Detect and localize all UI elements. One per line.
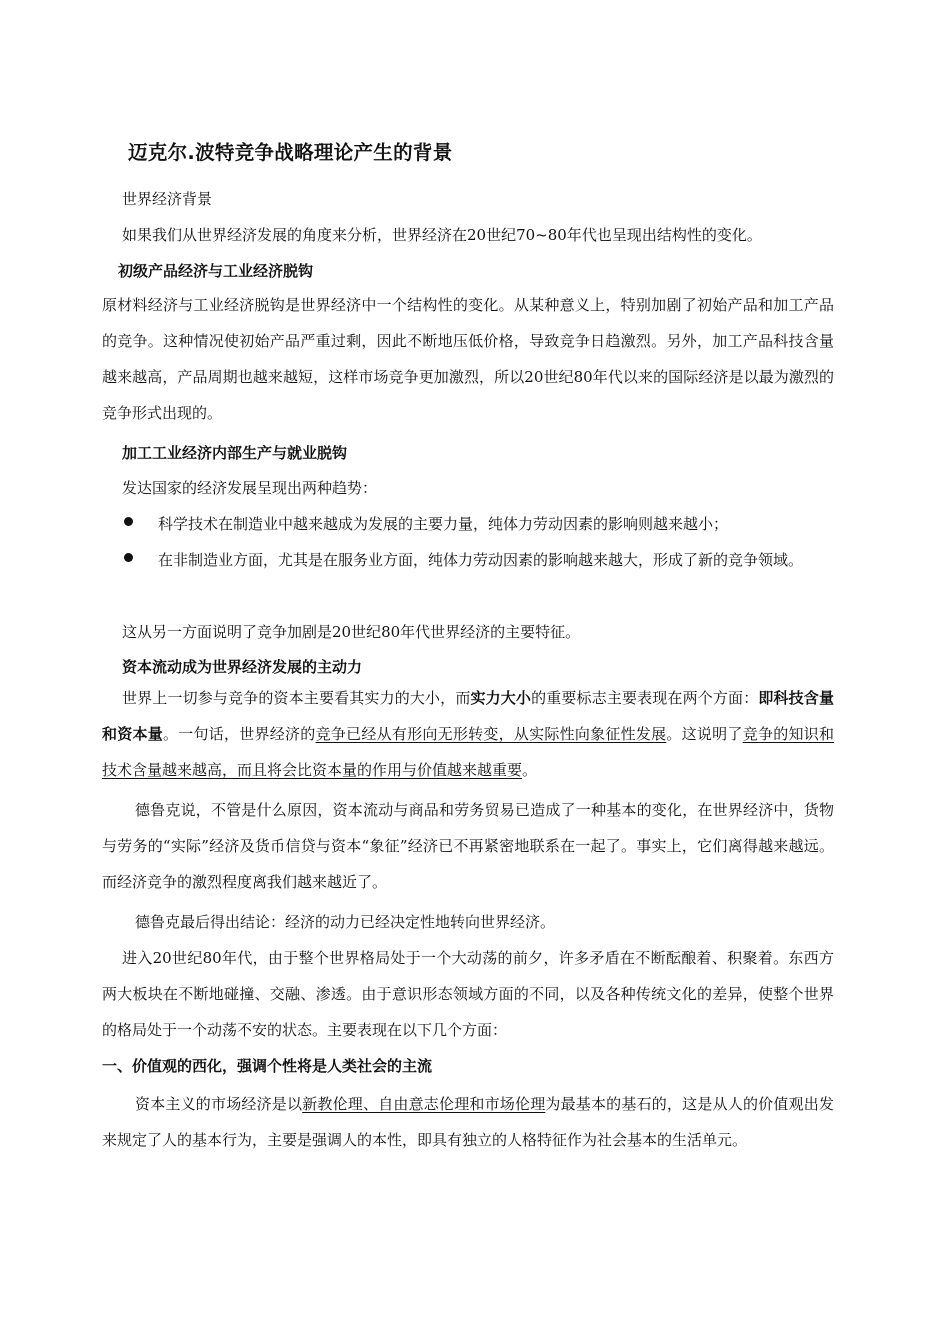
text-run: 。一句话，世界经济的 xyxy=(163,725,316,743)
bullet-icon xyxy=(124,517,133,526)
text-run: 资本主义的市场经济是以 xyxy=(135,1095,303,1113)
text-run: 为最基本的基石的，这是从人的价值观出发来规定了人的基本行为，主要是强调人的本性，即具有独立的人格特征作为社会基本的生活单元。 xyxy=(102,1095,834,1149)
paragraph-drucker-1: 德鲁克说，不管是什么原因，资本流动与商品和劳务贸易已造成了一种基本的变化，在世界经济中，货物与劳务的“实际”经济及货币信贷与资本“象征”经济已不再紧密地联系在一起了。事实上，它们离得越来越远。而经济竞争的激烈程度离我们越来越近了。 xyxy=(102,801,834,891)
bold-text: 实力大小 xyxy=(470,689,532,707)
heading-processing-industry: 加工工业经济内部生产与就业脱钩 xyxy=(122,444,348,462)
paragraph-drucker-2: 德鲁克最后得出结论：经济的动力已经决定性地转向世界经济。 xyxy=(135,913,556,931)
underlined-text: 新教伦理、自由意志伦理和市场伦理 xyxy=(302,1095,546,1113)
text-run: 。这说明了 xyxy=(666,725,743,743)
trends-conclusion: 这从另一方面说明了竞争加剧是20世纪80年代世界经济的主要特征。 xyxy=(122,623,581,641)
paragraph-values xyxy=(102,1086,834,1158)
paragraph-eighties: 进入20世纪80年代，由于整个世界格局处于一个大动荡的前夕，许多矛盾在不断酝酿着、积聚着。东西方两大板块在不断地碰撞、交融、渗透。由于意识形态领域方面的不同，以及各种传统文化的差异，使整个世界的格局处于一个动荡不安的状态。主要表现在以下几个方面： xyxy=(102,949,834,1039)
list-item-text: 在非制造业方面，尤其是在服务业方面，纯体力劳动因素的影响越来越大，形成了新的竞争领域。 xyxy=(158,551,804,569)
underlined-text: 竞争已经从有形向无形转变，从实际性向象征性发展 xyxy=(315,725,667,743)
heading-capital-flow: 资本流动成为世界经济发展的主动力 xyxy=(122,658,363,676)
bold-text: 即科技含量和资本量 xyxy=(102,689,834,743)
intro-paragraph: 如果我们从世界经济发展的角度来分析，世界经济在20世纪70~80年代也呈现出结构性的变化。 xyxy=(122,226,762,244)
document-title: 迈克尔.波特竞争战略理论产生的背景 xyxy=(128,141,453,164)
bullet-icon xyxy=(124,553,133,562)
section-label-world-economy: 世界经济背景 xyxy=(122,190,213,208)
trends-intro: 发达国家的经济发展呈现出两种趋势： xyxy=(122,479,378,497)
text-run: 。 xyxy=(522,761,538,779)
heading-values: 一、价值观的西化，强调个性将是人类社会的主流 xyxy=(102,1057,433,1075)
text-run: 世界上一切参与竞争的资本主要看其实力的大小，而 xyxy=(122,689,471,707)
heading-primary-products: 初级产品经济与工业经济脱钩 xyxy=(118,262,314,280)
text-run: 的重要标志主要表现在两个方面： xyxy=(531,689,759,707)
paragraph-primary-products: 原材料经济与工业经济脱钩是世界经济中一个结构性的变化。从某种意义上，特别加剧了初始产品和加工产品的竞争。这种情况使初始产品严重过剩，因此不断地压低价格，导致竞争日趋激烈。另外，加工产品科技含量越来越高，产品周期也越来越短，这样市场竞争更加激烈，所以20世纪80年代以来的国际经济是以最为激烈的竞争形式出现的。 xyxy=(102,296,834,422)
paragraph-capital-flow xyxy=(102,680,834,788)
underlined-text: 竞争的知识和技术含量越来越高，而且将会比资本量的作用与价值越来越重要 xyxy=(102,725,834,779)
list-item-text: 科学技术在制造业中越来越成为发展的主要力量，纯体力劳动因素的影响则越来越小； xyxy=(158,515,729,533)
